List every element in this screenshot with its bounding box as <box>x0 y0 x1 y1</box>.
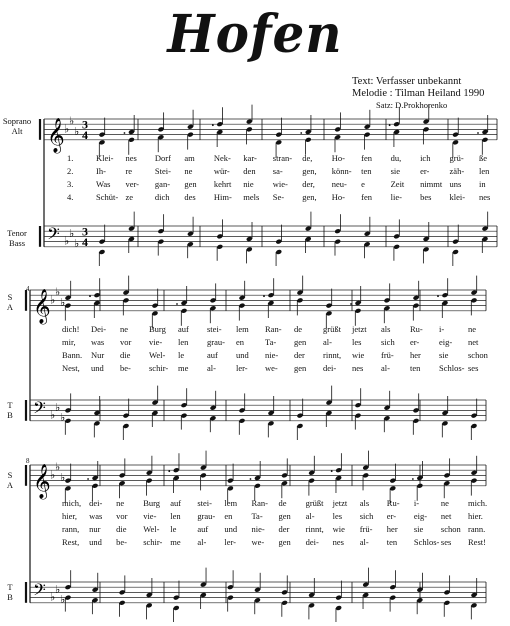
lyric-syllable: Bann. <box>62 350 83 360</box>
lyric-syllable: Ho- <box>331 153 345 163</box>
lyric-syllable: gen, <box>302 166 317 176</box>
lyric-syllable: Burg <box>143 498 161 508</box>
lyric-syllable: nes <box>125 153 137 163</box>
lyric-syllable: auf <box>197 524 209 534</box>
lyric-syllable: auf <box>178 324 189 334</box>
lyric-syllable: en <box>236 337 245 347</box>
lyric-syllable: könn- <box>331 166 352 176</box>
dot <box>331 470 333 472</box>
lyric-syllable: grau- <box>207 337 225 347</box>
melody-credit: Melodie : Tilman Heiland 1990 <box>352 88 485 99</box>
dot <box>477 132 479 134</box>
lyric-syllable: ten <box>361 166 372 176</box>
lyric-syllable: sie <box>390 166 401 176</box>
lyric-syllable: de <box>294 324 303 334</box>
lyric-syllable: ler- <box>236 363 248 373</box>
lyric-syllable: ich <box>420 153 431 163</box>
lyric-syllable: und <box>91 363 104 373</box>
voice-label-tenor: Tenor <box>7 228 27 238</box>
verse-number: 1. <box>67 153 74 163</box>
lyric-syllable: am <box>184 153 195 163</box>
lyric-syllable: neu- <box>331 179 347 189</box>
lyric-syllable: sich <box>359 511 374 521</box>
lyric-syllable: mir, <box>62 337 76 347</box>
lyric-syllable: dich <box>154 192 170 202</box>
dot <box>389 124 391 126</box>
lyric-syllable: den <box>243 166 256 176</box>
lyric-syllable: wie <box>352 350 365 360</box>
lyric-syllable: als <box>359 498 370 508</box>
lyric-syllable: und <box>224 524 238 534</box>
dot <box>412 478 414 480</box>
lyric-syllable: gen <box>278 511 291 521</box>
lyric-syllable: auf <box>207 350 218 360</box>
lyric-syllable: her <box>386 524 398 534</box>
lyric-syllable: sie <box>439 350 449 360</box>
lyric-syllable: de <box>278 498 287 508</box>
lyric-syllable: ses <box>468 363 479 373</box>
text-credit: Text: Verfasser unbekannt <box>352 76 462 87</box>
dot <box>212 124 214 126</box>
flat-icon: ♭ <box>60 471 66 484</box>
lyric-syllable: er- <box>386 511 397 521</box>
lyric-syllable: vie- <box>149 337 163 347</box>
lyric-syllable: gen, <box>302 192 317 202</box>
voice-label-alt: Alt <box>11 126 23 136</box>
flat-icon: ♭ <box>74 237 80 251</box>
flat-icon: ♭ <box>50 293 56 307</box>
dot <box>168 470 170 472</box>
flat-icon: ♭ <box>74 125 80 138</box>
lyric-syllable: frü- <box>359 524 373 534</box>
lyric-syllable: zäh- <box>449 166 465 176</box>
flat-icon: ♭ <box>55 460 61 474</box>
dot <box>350 303 352 305</box>
lyric-syllable: rann. <box>468 524 486 534</box>
lyric-syllable: ße <box>479 153 488 163</box>
lyric-syllable: Rest! <box>468 537 486 547</box>
flat-icon: ♭ <box>50 468 56 482</box>
voice-label-s: S <box>7 470 13 480</box>
lyric-syllable: Schüt- <box>96 192 119 202</box>
lyric-syllable: stei- <box>207 324 222 334</box>
lyric-syllable: Ta- <box>265 337 277 347</box>
flat-icon: ♭ <box>64 122 70 136</box>
lyric-syllable: en <box>224 511 233 521</box>
lyric-syllable: dich! <box>62 324 80 334</box>
lyric-syllable: len <box>178 337 189 347</box>
lyric-syllable: Schlos- <box>439 363 465 373</box>
lyric-syllable: gen <box>184 179 197 189</box>
lyric-syllable: vie- <box>143 511 157 521</box>
lyric-syllable: ne <box>440 498 449 508</box>
dot <box>250 478 252 480</box>
lyric-syllable: al- <box>323 337 332 347</box>
lyric-syllable: Schlos- <box>413 537 440 547</box>
lyric-syllable: lem <box>224 498 238 508</box>
lyric-syllable: Ru- <box>410 324 423 334</box>
bass-clef-icon: 𝄢 <box>33 579 46 604</box>
verse-number: 4. <box>67 192 74 202</box>
lyric-syllable: wie <box>332 524 345 534</box>
lyric-syllable: i- <box>413 498 420 508</box>
lyric-syllable: jetzt <box>332 498 348 508</box>
treble-clef-icon: 𝄞 <box>47 117 65 153</box>
lyric-syllable: Dei- <box>91 324 107 334</box>
lyric-syllable: grüßt <box>305 498 324 508</box>
lyric-syllable: des <box>184 192 196 202</box>
lyric-syllable: und <box>89 537 102 547</box>
flat-icon: ♭ <box>55 582 61 596</box>
lyric-syllable: Stei- <box>154 166 171 176</box>
lyric-syllable: nie- <box>251 524 265 534</box>
flat-icon: ♭ <box>55 400 61 414</box>
lyric-syllable: vor <box>116 511 128 521</box>
time-signature-top: 3 <box>82 117 88 132</box>
lyric-syllable: Burg <box>149 324 166 334</box>
flat-icon: ♭ <box>64 234 70 248</box>
treble-clef-icon: 𝄞 <box>33 288 51 324</box>
lyric-syllable: mich, <box>62 498 82 508</box>
lyric-syllable: klei- <box>449 192 466 202</box>
lyric-syllable: Him- <box>213 192 232 202</box>
lyric-syllable: Zeit <box>390 179 405 189</box>
bass-clef-icon: 𝄢 <box>47 223 60 248</box>
measure-number-8: 8 <box>26 457 30 465</box>
lyric-syllable: len <box>479 166 490 176</box>
dot <box>89 295 91 297</box>
lyric-syllable: die <box>120 350 131 360</box>
flat-icon: ♭ <box>69 226 75 240</box>
time-signature-bottom: 4 <box>82 234 88 249</box>
lyric-syllable: be- <box>120 363 131 373</box>
lyric-syllable: fen <box>361 153 372 163</box>
lyric-syllable: Ran- <box>251 498 268 508</box>
lyric-syllable: nimmt <box>420 179 443 189</box>
lyric-syllable: al- <box>197 537 207 547</box>
verse-number: 3. <box>67 179 74 189</box>
lyric-syllable: in <box>479 179 486 189</box>
lyric-syllable: Ih- <box>96 166 106 176</box>
lyric-syllable: nie <box>243 179 254 189</box>
flat-icon: ♭ <box>60 593 66 607</box>
lyric-syllable: nur <box>89 524 101 534</box>
flat-icon: ♭ <box>60 296 66 309</box>
lyric-syllable: uns <box>449 179 462 189</box>
lyric-syllable: gen <box>294 363 307 373</box>
flat-icon: ♭ <box>69 114 75 128</box>
lyric-syllable: er- <box>420 166 430 176</box>
lyric-syllable: Nest, <box>62 363 80 373</box>
lyric-syllable: hier, <box>62 511 77 521</box>
lyric-syllable: was <box>89 511 103 521</box>
page-title: Hofen <box>167 2 343 65</box>
lyric-syllable: le <box>170 524 177 534</box>
voice-label-soprano: Soprano <box>2 116 32 126</box>
lyric-syllable: lie- <box>390 192 402 202</box>
lyric-syllable: ler- <box>224 537 237 547</box>
lyric-syllable: als <box>381 324 391 334</box>
lyric-syllable: hier. <box>468 511 483 521</box>
voice-label-t: T <box>7 582 13 592</box>
voice-label-s: S <box>7 292 13 302</box>
lyric-syllable: nie- <box>265 350 279 360</box>
lyric-syllable: le <box>178 350 185 360</box>
lyric-syllable: Ran- <box>265 324 282 334</box>
lyric-syllable: grau- <box>197 511 216 521</box>
lyric-syllable: gen <box>294 337 307 347</box>
lyric-syllable: ne <box>116 498 125 508</box>
lyric-syllable: les <box>352 337 362 347</box>
flat-icon: ♭ <box>50 408 56 422</box>
lyric-syllable: de, <box>302 153 313 163</box>
lyric-syllable: wür- <box>213 166 230 176</box>
voice-label-b: B <box>7 592 13 602</box>
lyric-syllable: me <box>170 537 181 547</box>
lyric-syllable: sa- <box>272 166 283 176</box>
verse-number: 2. <box>67 166 74 176</box>
lyric-syllable: ne <box>468 324 477 334</box>
lyric-syllable: kehrt <box>213 179 232 189</box>
lyric-syllable: we- <box>265 363 278 373</box>
lyric-syllable: ze <box>125 192 133 202</box>
lyric-syllable: die <box>116 524 127 534</box>
voice-label-bass: Bass <box>8 238 26 248</box>
flat-icon: ♭ <box>55 285 61 299</box>
lyric-syllable: e <box>361 179 365 189</box>
dot <box>263 295 265 297</box>
lyric-syllable: er- <box>410 337 420 347</box>
lyric-syllable: schon <box>440 524 461 534</box>
lyric-syllable: jetzt <box>352 324 367 334</box>
lyric-syllable: ten <box>386 537 398 547</box>
lyric-syllable: der <box>278 524 290 534</box>
lyric-syllable: ten <box>410 363 421 373</box>
lyric-syllable: nes <box>352 363 364 373</box>
treble-clef-icon: 𝄞 <box>33 463 51 499</box>
voice-label-a: A <box>6 302 14 312</box>
lyric-syllable: i- <box>439 324 445 334</box>
lyric-syllable: Ta- <box>251 511 263 521</box>
lyric-syllable: gen <box>278 537 291 547</box>
lyric-syllable: Se- <box>272 192 285 202</box>
lyric-syllable: vor <box>120 337 132 347</box>
lyric-syllable: mich. <box>468 498 488 508</box>
arrangement-credit: Satz: D.Prokhorenko <box>376 100 448 110</box>
lyric-syllable: wie- <box>272 179 288 189</box>
lyric-syllable: fen <box>361 192 372 202</box>
lyric-syllable: nes <box>332 537 344 547</box>
lyric-syllable: schir- <box>143 537 163 547</box>
dot <box>87 478 89 480</box>
dot <box>437 295 439 297</box>
lyric-syllable: al- <box>305 511 315 521</box>
voice-label-b: B <box>7 410 13 420</box>
lyric-syllable: stran- <box>272 153 293 163</box>
lyric-syllable: her <box>410 350 421 360</box>
lyric-syllable: grüßt <box>323 324 341 334</box>
lyric-syllable: ses <box>440 537 452 547</box>
lyric-syllable: al- <box>359 537 369 547</box>
flat-icon: ♭ <box>50 590 56 604</box>
lyric-syllable: schon <box>468 350 488 360</box>
flat-icon: ♭ <box>60 411 66 425</box>
lyric-syllable: al- <box>381 363 390 373</box>
dot <box>300 132 302 134</box>
lyric-syllable: re <box>125 166 133 176</box>
lyric-syllable: dei- <box>89 498 103 508</box>
lyric-syllable: al- <box>207 363 216 373</box>
voice-label-t: T <box>7 400 13 410</box>
lyric-syllable: net <box>468 337 479 347</box>
lyric-syllable: kar- <box>243 153 257 163</box>
lyric-syllable: schir- <box>149 363 169 373</box>
lyric-syllable: ver- <box>125 179 139 189</box>
lyric-syllable: rinnt, <box>323 350 342 360</box>
lyric-syllable: dei- <box>305 537 319 547</box>
lyric-syllable: Wel- <box>149 350 166 360</box>
lyric-syllable: eig- <box>413 511 428 521</box>
lyric-syllable: Was <box>96 179 111 189</box>
lyric-syllable: Nur <box>91 350 105 360</box>
lyric-syllable: Dorf <box>154 153 171 163</box>
lyric-syllable: der, <box>302 179 315 189</box>
time-signature-top: 3 <box>82 224 88 239</box>
lyric-syllable: dei- <box>323 363 337 373</box>
lyric-syllable: rinnt, <box>305 524 324 534</box>
lyric-syllable: frü- <box>381 350 394 360</box>
lyric-syllable: rann, <box>62 524 80 534</box>
lyric-syllable: Ho- <box>331 192 345 202</box>
lyric-syllable: sie <box>413 524 424 534</box>
lyric-syllable: net <box>440 511 452 521</box>
lyric-syllable: du, <box>390 153 402 163</box>
lyric-syllable: we- <box>251 537 265 547</box>
lyric-syllable: grü- <box>449 153 464 163</box>
lyric-syllable: lem <box>236 324 249 334</box>
lyric-syllable: stei- <box>197 498 212 508</box>
time-signature-bottom: 4 <box>82 127 88 142</box>
lyric-syllable: mels <box>243 192 260 202</box>
lyric-syllable: ne <box>184 166 193 176</box>
lyric-syllable: Ru- <box>386 498 400 508</box>
lyric-syllable: der <box>294 350 305 360</box>
lyric-syllable: was <box>91 337 105 347</box>
lyric-syllable: und <box>236 350 249 360</box>
lyric-syllable: nes <box>479 192 491 202</box>
lyric-syllable: ne <box>120 324 129 334</box>
dot <box>124 132 126 134</box>
lyric-syllable: Klei- <box>96 153 114 163</box>
lyric-syllable: be- <box>116 537 127 547</box>
lyric-syllable: Wel- <box>143 524 160 534</box>
lyric-syllable: me <box>178 363 189 373</box>
measure-number-4: 4 <box>26 285 30 293</box>
lyric-syllable: gan- <box>154 179 171 189</box>
lyric-syllable: bes <box>420 192 432 202</box>
lyric-syllable: Nek- <box>213 153 231 163</box>
lyric-syllable: Rest, <box>62 537 80 547</box>
lyric-syllable: auf <box>170 498 182 508</box>
lyric-syllable: les <box>332 511 343 521</box>
lyric-syllable: sich <box>381 337 395 347</box>
bass-clef-icon: 𝄢 <box>33 397 46 422</box>
lyric-syllable: len <box>170 511 181 521</box>
dot <box>176 303 178 305</box>
lyric-syllable: eig- <box>439 337 453 347</box>
voice-label-a: A <box>6 480 14 490</box>
